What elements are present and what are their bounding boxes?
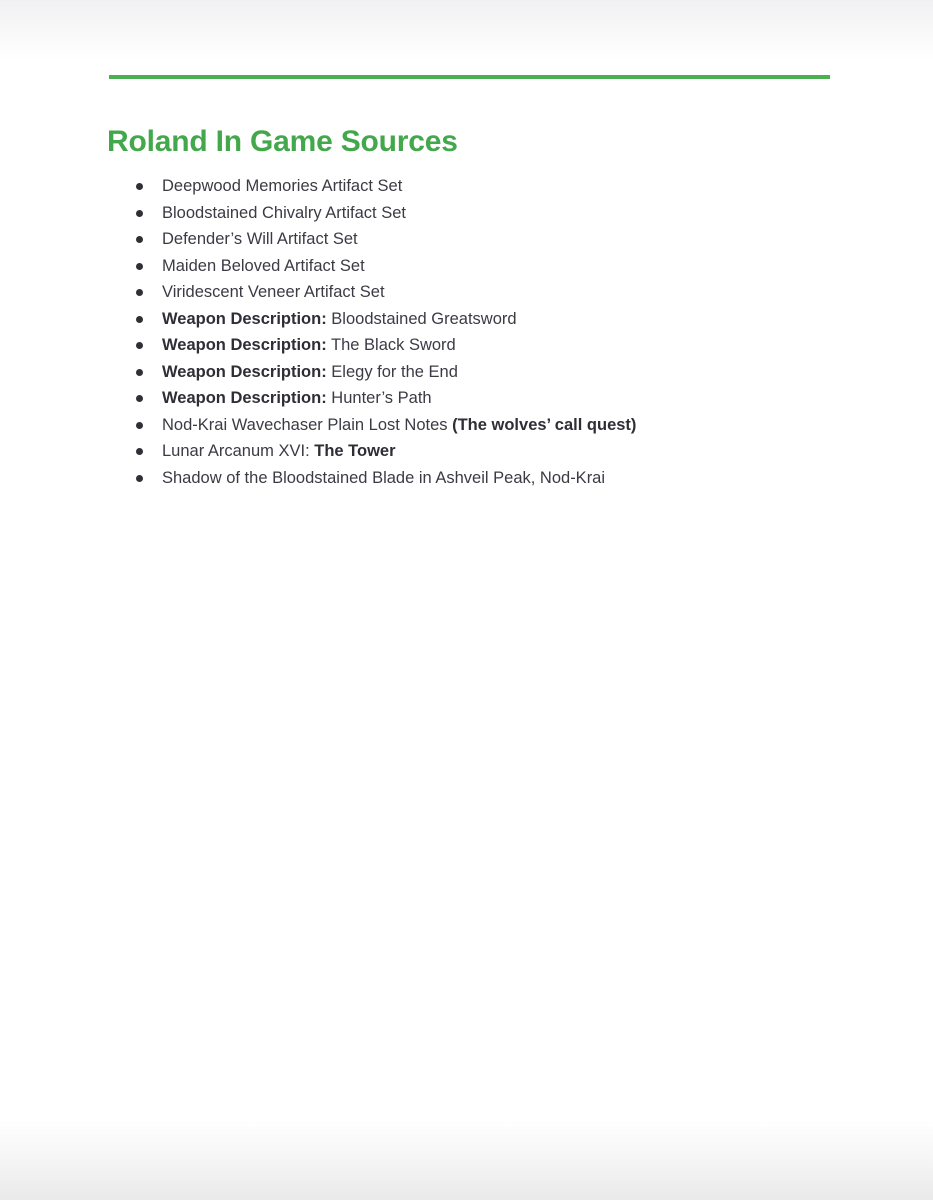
bullet-icon: [136, 263, 143, 270]
item-prefix: Weapon Description:: [162, 362, 327, 381]
list-item: [0, 385, 636, 412]
header-rule: [109, 75, 830, 79]
list-item: [0, 279, 636, 306]
bullet-icon: [136, 236, 143, 243]
page-title: Roland In Game Sources: [107, 125, 458, 158]
item-text: Bloodstained Chivalry Artifact Set: [162, 203, 406, 222]
page-top-shadow: [0, 0, 933, 60]
bullet-icon: [136, 342, 143, 349]
item-text: Viridescent Veneer Artifact Set: [162, 283, 385, 301]
sources-list: [0, 173, 636, 491]
bullet-icon: [136, 369, 143, 376]
bullet-icon: [136, 316, 143, 323]
bullet-icon: [136, 475, 143, 482]
list-item: [0, 306, 636, 333]
item-text: Hunter’s Path: [326, 389, 432, 407]
bullet-icon: [136, 448, 143, 455]
item-text: Maiden Beloved Artifact Set: [162, 256, 365, 275]
list-item: [0, 412, 636, 439]
item-text: Bloodstained Greatsword: [326, 309, 517, 328]
item-text: The Black Sword: [326, 336, 456, 354]
bullet-icon: [136, 422, 143, 429]
item-suffix: (The wolves’ call quest): [452, 415, 637, 434]
list-item: [0, 200, 636, 227]
list-item: [0, 332, 636, 359]
bullet-icon: [136, 210, 143, 217]
list-item: [0, 465, 636, 492]
item-text: Nod-Krai Wavechaser Plain Lost Notes: [162, 415, 453, 434]
list-item: [0, 173, 636, 200]
item-text: Shadow of the Bloodstained Blade in Ashveil Peak, Nod-Krai: [162, 468, 606, 487]
item-prefix: Weapon Description:: [162, 309, 327, 328]
item-text: Elegy for the End: [326, 362, 458, 381]
bullet-icon: [136, 183, 143, 190]
item-text: Lunar Arcanum XVI:: [162, 442, 315, 460]
item-suffix: The Tower: [314, 442, 396, 460]
item-text: Defender’s Will Artifact Set: [162, 230, 358, 248]
item-text: Deepwood Memories Artifact Set: [162, 177, 403, 195]
list-item: [0, 253, 636, 280]
bullet-icon: [136, 289, 143, 296]
item-prefix: Weapon Description:: [162, 389, 327, 407]
list-item: [0, 226, 636, 253]
item-prefix: Weapon Description:: [162, 336, 327, 354]
page-bottom-shadow: [0, 1120, 933, 1200]
list-item: [0, 438, 636, 465]
bullet-icon: [136, 395, 143, 402]
list-item: [0, 359, 636, 386]
